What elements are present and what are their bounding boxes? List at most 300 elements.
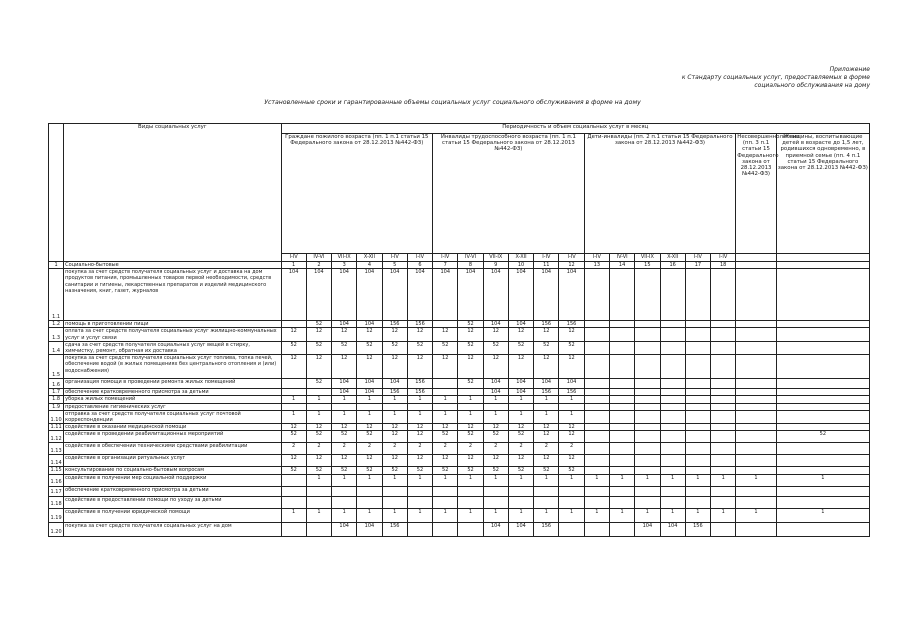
- value-cell: 1: [508, 410, 533, 423]
- value-cell: 1: [433, 410, 458, 423]
- value-cell: 1: [660, 474, 685, 486]
- value-cell: [584, 389, 609, 396]
- table-row: [49, 508, 870, 522]
- value-cell: [711, 496, 736, 508]
- value-cell: 2: [281, 443, 306, 455]
- value-cell: [609, 455, 634, 467]
- row-number: 1.14: [49, 455, 64, 467]
- corner-line-2: к Стандарту социальных услуг, предоставляемых в форме: [681, 74, 870, 81]
- value-cell: 52: [382, 341, 407, 354]
- value-cell: 1: [534, 410, 559, 423]
- value-cell: [635, 341, 660, 354]
- value-cell: 2: [508, 443, 533, 455]
- value-cell: [584, 321, 609, 328]
- value-cell: 1: [508, 396, 533, 403]
- period-subheader: IV-VI: [458, 254, 483, 262]
- value-cell: 12: [407, 424, 432, 431]
- value-cell: [584, 424, 609, 431]
- table-row: [49, 321, 870, 328]
- value-cell: 52: [433, 431, 458, 443]
- value-cell: 17: [685, 262, 710, 269]
- value-cell: 104: [508, 321, 533, 328]
- table-row: [49, 467, 870, 474]
- value-cell: 12: [407, 355, 432, 379]
- value-cell: 12: [508, 355, 533, 379]
- row-number: 1.18: [49, 496, 64, 508]
- value-cell: [584, 410, 609, 423]
- group-elderly-header: Граждане пожилого возраста (пп. 1 п.1 статьи 15 Федерального закона от 28.12.2013 №442-ФЗ): [281, 134, 433, 254]
- value-cell: 1: [584, 508, 609, 522]
- period-subheader: I-IV: [711, 254, 736, 262]
- value-cell: 12: [332, 328, 357, 341]
- value-cell: 12: [433, 455, 458, 467]
- value-cell: [660, 443, 685, 455]
- value-cell: 156: [534, 522, 559, 536]
- value-cell: [736, 467, 776, 474]
- value-cell: [660, 455, 685, 467]
- value-cell: 1: [306, 396, 331, 403]
- value-cell: 6: [407, 262, 432, 269]
- value-cell: 12: [306, 355, 331, 379]
- value-cell: 3: [332, 262, 357, 269]
- value-cell: 52: [306, 467, 331, 474]
- value-cell: [736, 443, 776, 455]
- services-table: [48, 123, 870, 537]
- period-subheader: I-IV: [584, 254, 609, 262]
- value-cell: 2: [306, 262, 331, 269]
- value-cell: 52: [433, 467, 458, 474]
- value-cell: 156: [407, 389, 432, 396]
- value-cell: 104: [332, 389, 357, 396]
- row-number: 1.2: [49, 321, 64, 328]
- value-cell: 12: [382, 355, 407, 379]
- value-cell: 5: [382, 262, 407, 269]
- value-cell: 1: [281, 508, 306, 522]
- value-cell: [458, 403, 483, 410]
- value-cell: [711, 396, 736, 403]
- service-label: помощь в приготовлении пищи: [64, 321, 281, 328]
- value-cell: 12: [382, 424, 407, 431]
- value-cell: [711, 269, 736, 321]
- value-cell: 1: [332, 410, 357, 423]
- service-label: содействие в предоставлении помощи по уходу за детьми: [64, 496, 281, 508]
- value-cell: 12: [483, 328, 508, 341]
- value-cell: 12: [534, 431, 559, 443]
- value-cell: 12: [281, 455, 306, 467]
- value-cell: [306, 522, 331, 536]
- value-cell: [433, 496, 458, 508]
- table-row: [49, 403, 870, 410]
- value-cell: 1: [357, 474, 382, 486]
- value-cell: 104: [534, 379, 559, 389]
- value-cell: 1: [685, 474, 710, 486]
- value-cell: 104: [357, 321, 382, 328]
- value-cell: 2: [357, 443, 382, 455]
- value-cell: [584, 269, 609, 321]
- value-cell: [685, 389, 710, 396]
- value-cell: 1: [332, 396, 357, 403]
- value-cell: [281, 486, 306, 496]
- row-number: 1.13: [49, 443, 64, 455]
- value-cell: 2: [407, 443, 432, 455]
- value-cell: [433, 389, 458, 396]
- value-cell: [776, 467, 869, 474]
- value-cell: 2: [458, 443, 483, 455]
- value-cell: [635, 379, 660, 389]
- value-cell: 52: [508, 467, 533, 474]
- value-cell: [685, 410, 710, 423]
- corner-cell: [49, 124, 64, 262]
- table-row: [49, 355, 870, 379]
- value-cell: [685, 467, 710, 474]
- value-cell: [736, 396, 776, 403]
- value-cell: [609, 328, 634, 341]
- value-cell: 52: [458, 467, 483, 474]
- service-label: обеспечение кратковременного присмотра за детьми: [64, 486, 281, 496]
- value-cell: [357, 403, 382, 410]
- value-cell: 12: [407, 455, 432, 467]
- value-cell: 1: [332, 474, 357, 486]
- value-cell: 10: [508, 262, 533, 269]
- value-cell: 11: [534, 262, 559, 269]
- value-cell: 2: [433, 443, 458, 455]
- value-cell: [635, 424, 660, 431]
- value-cell: [609, 403, 634, 410]
- value-cell: 12: [332, 355, 357, 379]
- value-cell: [660, 431, 685, 443]
- value-cell: [776, 321, 869, 328]
- value-cell: 52: [458, 431, 483, 443]
- table-row: [49, 262, 870, 269]
- row-number: 1.8: [49, 396, 64, 403]
- value-cell: [660, 355, 685, 379]
- value-cell: [685, 424, 710, 431]
- table-row: [49, 341, 870, 354]
- value-cell: [711, 455, 736, 467]
- value-cell: 1: [433, 508, 458, 522]
- value-cell: 52: [357, 431, 382, 443]
- value-cell: [685, 431, 710, 443]
- value-cell: 1: [281, 262, 306, 269]
- row-number: 1.15: [49, 467, 64, 474]
- value-cell: [609, 496, 634, 508]
- value-cell: 8: [458, 262, 483, 269]
- value-cell: 1: [458, 474, 483, 486]
- row-number: 1.19: [49, 508, 64, 522]
- period-subheader: I-IV: [281, 254, 306, 262]
- value-cell: [609, 341, 634, 354]
- table-row: [49, 389, 870, 396]
- value-cell: [660, 403, 685, 410]
- value-cell: 104: [559, 269, 584, 321]
- value-cell: [660, 486, 685, 496]
- value-cell: 1: [382, 396, 407, 403]
- value-cell: [483, 486, 508, 496]
- value-cell: 1: [483, 396, 508, 403]
- value-cell: [281, 389, 306, 396]
- value-cell: [776, 328, 869, 341]
- value-cell: 1: [357, 410, 382, 423]
- value-cell: 104: [508, 269, 533, 321]
- value-cell: 1: [508, 474, 533, 486]
- value-cell: 104: [635, 522, 660, 536]
- value-cell: [736, 410, 776, 423]
- value-cell: [776, 262, 869, 269]
- value-cell: [281, 379, 306, 389]
- value-cell: [736, 431, 776, 443]
- table-row: [49, 474, 870, 486]
- value-cell: 1: [281, 410, 306, 423]
- value-cell: 12: [559, 455, 584, 467]
- value-cell: 156: [382, 522, 407, 536]
- value-cell: 2: [332, 443, 357, 455]
- value-cell: [776, 443, 869, 455]
- value-cell: [407, 403, 432, 410]
- row-number: 1.3: [49, 328, 64, 341]
- value-cell: 1: [407, 410, 432, 423]
- value-cell: [609, 486, 634, 496]
- value-cell: [584, 522, 609, 536]
- group-women-header: Женщины, воспитывающие детей в возрасте до 1,5 лет, родившихся одновременно, в приемной семье (пп. 4 п.1 статьи 15 Федерального закона от 28.12.2013 №442-ФЗ): [776, 134, 869, 254]
- value-cell: [559, 496, 584, 508]
- value-cell: [736, 455, 776, 467]
- service-label: содействие в организации ритуальных услуг: [64, 455, 281, 467]
- value-cell: 1: [736, 508, 776, 522]
- value-cell: 12: [559, 424, 584, 431]
- value-cell: [508, 496, 533, 508]
- period-subheader: [776, 254, 869, 262]
- value-cell: 12: [483, 424, 508, 431]
- period-subheader: [736, 254, 776, 262]
- table-row: [49, 486, 870, 496]
- value-cell: [685, 328, 710, 341]
- period-subheader: I-IV: [685, 254, 710, 262]
- value-cell: 12: [458, 424, 483, 431]
- value-cell: 12: [281, 355, 306, 379]
- value-cell: 12: [332, 455, 357, 467]
- value-cell: [685, 321, 710, 328]
- value-cell: 1: [483, 508, 508, 522]
- value-cell: [711, 431, 736, 443]
- value-cell: [711, 355, 736, 379]
- value-cell: [736, 486, 776, 496]
- value-cell: 1: [711, 508, 736, 522]
- value-cell: 12: [407, 431, 432, 443]
- value-cell: [483, 496, 508, 508]
- value-cell: 104: [483, 522, 508, 536]
- value-cell: 1: [483, 474, 508, 486]
- value-cell: [660, 396, 685, 403]
- value-cell: [711, 522, 736, 536]
- corner-line-1: Приложение: [829, 66, 870, 73]
- period-subheader: IV-VI: [306, 254, 331, 262]
- value-cell: [660, 496, 685, 508]
- value-cell: 104: [382, 269, 407, 321]
- value-cell: 12: [306, 455, 331, 467]
- value-cell: 15: [635, 262, 660, 269]
- value-cell: [584, 443, 609, 455]
- value-cell: 104: [357, 389, 382, 396]
- value-cell: 52: [382, 467, 407, 474]
- value-cell: 12: [407, 328, 432, 341]
- value-cell: 52: [483, 341, 508, 354]
- row-number: 1.20: [49, 522, 64, 536]
- group-children-header: Дети-инвалиды (пп. 2 п.1 статьи 15 Федерального закона от 28.12.2013 №442-ФЗ): [584, 134, 736, 254]
- value-cell: [281, 522, 306, 536]
- value-cell: 104: [332, 321, 357, 328]
- group-minors-header: Несовершеннолетние (пп. 3 п.1 статьи 15 Федерального закона от 28.12.2013 №442-ФЗ): [736, 134, 776, 254]
- value-cell: 1: [776, 508, 869, 522]
- row-number: 1.1: [49, 269, 64, 321]
- value-cell: 2: [534, 443, 559, 455]
- value-cell: 52: [306, 431, 331, 443]
- value-cell: [685, 455, 710, 467]
- table-row: [49, 396, 870, 403]
- value-cell: 12: [382, 455, 407, 467]
- row-number: 1.17: [49, 486, 64, 496]
- period-subheader: I-IV: [382, 254, 407, 262]
- value-cell: [736, 403, 776, 410]
- value-cell: [357, 486, 382, 496]
- value-cell: 12: [433, 355, 458, 379]
- service-label: покупка за счет средств получателя социальных услуг топлива, топка печей, обеспечение водой (в жилых помещениях без центрального отопления и (или) водоснабжения): [64, 355, 281, 379]
- value-cell: 156: [685, 522, 710, 536]
- value-cell: 156: [407, 379, 432, 389]
- value-cell: [776, 389, 869, 396]
- value-cell: [306, 389, 331, 396]
- value-cell: 52: [332, 341, 357, 354]
- value-cell: 12: [357, 424, 382, 431]
- value-cell: 52: [559, 467, 584, 474]
- value-cell: 52: [534, 467, 559, 474]
- value-cell: 12: [382, 328, 407, 341]
- value-cell: 1: [306, 410, 331, 423]
- value-cell: [332, 403, 357, 410]
- value-cell: 12: [433, 424, 458, 431]
- value-cell: [685, 486, 710, 496]
- value-cell: [407, 486, 432, 496]
- value-cell: 52: [306, 321, 331, 328]
- value-cell: [660, 341, 685, 354]
- value-cell: [776, 424, 869, 431]
- value-cell: [433, 379, 458, 389]
- value-cell: 2: [483, 443, 508, 455]
- corner-line-3: социального обслуживания на дому: [754, 82, 870, 89]
- value-cell: 156: [559, 389, 584, 396]
- value-cell: [660, 424, 685, 431]
- value-cell: 1: [736, 474, 776, 486]
- value-cell: 104: [306, 269, 331, 321]
- value-cell: 52: [332, 467, 357, 474]
- value-cell: 52: [357, 467, 382, 474]
- row-number: 1.12: [49, 431, 64, 443]
- period-subheader: VII-IX: [483, 254, 508, 262]
- value-cell: 12: [433, 328, 458, 341]
- value-cell: 1: [635, 508, 660, 522]
- value-cell: [685, 269, 710, 321]
- value-cell: 12: [332, 424, 357, 431]
- value-cell: [711, 389, 736, 396]
- value-cell: [776, 379, 869, 389]
- period-subheader: X-XII: [660, 254, 685, 262]
- period-subheader: I-IV: [407, 254, 432, 262]
- value-cell: 104: [483, 389, 508, 396]
- value-cell: 156: [559, 321, 584, 328]
- document-corner-note: [682, 66, 870, 90]
- value-cell: 1: [332, 508, 357, 522]
- value-cell: 104: [357, 522, 382, 536]
- value-cell: 1: [534, 508, 559, 522]
- value-cell: 104: [357, 379, 382, 389]
- value-cell: [584, 328, 609, 341]
- value-cell: [776, 486, 869, 496]
- value-cell: [609, 321, 634, 328]
- value-cell: [407, 496, 432, 508]
- value-cell: [660, 269, 685, 321]
- table-row: [49, 269, 870, 321]
- value-cell: 104: [382, 379, 407, 389]
- value-cell: [736, 262, 776, 269]
- value-cell: 12: [534, 455, 559, 467]
- value-cell: [609, 424, 634, 431]
- value-cell: [458, 522, 483, 536]
- value-cell: [776, 455, 869, 467]
- value-cell: [635, 496, 660, 508]
- value-cell: [559, 522, 584, 536]
- value-cell: 12: [458, 355, 483, 379]
- value-cell: 104: [332, 522, 357, 536]
- service-label: Социально-бытовые: [64, 262, 281, 269]
- value-cell: 12: [483, 455, 508, 467]
- value-cell: 52: [776, 431, 869, 443]
- value-cell: 52: [407, 467, 432, 474]
- value-cell: 52: [281, 341, 306, 354]
- value-cell: [635, 328, 660, 341]
- service-label: содействие в получении мер социальной поддержки: [64, 474, 281, 486]
- value-cell: 1: [407, 474, 432, 486]
- value-cell: 1: [609, 508, 634, 522]
- value-cell: 2: [306, 443, 331, 455]
- value-cell: 52: [433, 341, 458, 354]
- value-cell: [584, 396, 609, 403]
- value-cell: 104: [534, 269, 559, 321]
- value-cell: [776, 496, 869, 508]
- table-row: [49, 424, 870, 431]
- service-label: уборка жилых помещений: [64, 396, 281, 403]
- value-cell: [635, 467, 660, 474]
- service-label: оплата за счет средств получателя социальных услуг жилищно-коммунальных услуг и услуг связи: [64, 328, 281, 341]
- value-cell: 12: [534, 328, 559, 341]
- table-row: [49, 522, 870, 536]
- service-label: содействие в проведении реабилитационных мероприятий: [64, 431, 281, 443]
- value-cell: [776, 341, 869, 354]
- value-cell: 104: [281, 269, 306, 321]
- value-cell: [711, 424, 736, 431]
- value-cell: [584, 379, 609, 389]
- value-cell: [559, 403, 584, 410]
- row-number: 1.10: [49, 410, 64, 423]
- value-cell: [584, 355, 609, 379]
- value-cell: [736, 496, 776, 508]
- value-cell: 104: [483, 379, 508, 389]
- row-number: 1.7: [49, 389, 64, 396]
- value-cell: [685, 496, 710, 508]
- value-cell: [736, 389, 776, 396]
- value-cell: [584, 341, 609, 354]
- value-cell: [508, 403, 533, 410]
- value-cell: [711, 486, 736, 496]
- value-cell: 7: [433, 262, 458, 269]
